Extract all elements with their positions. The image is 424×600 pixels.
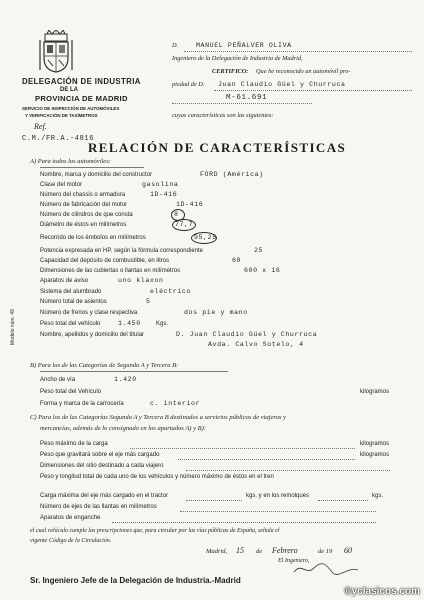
owner-line xyxy=(214,90,412,91)
site-watermark: ©yclasicos.com xyxy=(344,586,420,597)
closing-line-1: el cual vehículo cumple las prescripciones que, para circular por las vías públicas de España, señala el xyxy=(30,528,280,534)
axle-tires-line xyxy=(180,511,376,512)
d-label: D. xyxy=(172,42,179,49)
date-de-2: de 19 xyxy=(318,548,333,555)
field-label-tires: Dimensiones de las cubiertas o llantas en milímetros xyxy=(40,268,181,274)
field-value-constructor: FORD (América) xyxy=(200,171,264,178)
field-label-axle-tires: Número de ejes de las llantas en milímetros xyxy=(40,504,157,510)
field-label-bodywork: Forma y marca de la carrocería xyxy=(40,401,124,407)
field-label-trailer-axle-c: kgs. xyxy=(372,493,384,499)
owner-name: Juan Claudio Güel y Churruca xyxy=(218,81,346,88)
cert-line-3: Que he reconocido un automóvil pro- xyxy=(256,68,351,75)
field-value-power: 25 xyxy=(254,247,264,254)
section-b-underline xyxy=(40,371,228,372)
document-title: RELACIÓN DE CARACTERÍSTICAS xyxy=(88,140,347,155)
field-value-owner: D. Juan Claudio Güel y Churruca xyxy=(176,331,318,338)
max-load-line xyxy=(130,448,355,449)
field-label-bore: Diámetro de éstos en milímetros xyxy=(40,222,127,228)
field-label-vehicle-weight: Peso total del Vehículo xyxy=(40,389,102,395)
section-c-heading-2: mercancías, además de lo consignado en los apartados A) y B): xyxy=(40,425,206,432)
org-line-3: PROVINCIA DE MADRID xyxy=(35,94,128,103)
field-label-stroke: Recorrido de los émbolos en milímetros xyxy=(40,235,146,241)
field-label-engine-number: Número de fabricación del motor xyxy=(40,202,128,208)
field-value-seats: 5 xyxy=(146,298,151,305)
field-value-weight: 1.450 xyxy=(118,320,141,327)
date-month: Febrero xyxy=(272,546,298,555)
field-label-track-width: Ancho de vía xyxy=(40,377,76,383)
plate-line xyxy=(172,103,312,104)
coupling-line xyxy=(112,522,376,523)
cert-line-2: Ingeniero de la Delegación de Industria de Madrid, xyxy=(172,55,303,62)
field-value-stroke: 95,25 xyxy=(194,234,217,241)
field-label-weight: Peso total del vehículo xyxy=(40,321,101,327)
signature-mark xyxy=(292,560,362,578)
field-label-train-length: Peso y longitud total de cada uno de los vehículos y número máximo de éstos en el tren xyxy=(40,474,274,480)
field-label-horn: Aparatos de aviso xyxy=(40,278,89,284)
section-c-heading-1: C) Para los de las Categorías Segunda A y Tercera B destinados a servicios públicos de viajeros y xyxy=(30,414,286,421)
addressee: Sr. Ingeniero Jefe de la Delegación de Industria.-Madrid xyxy=(30,576,241,585)
field-label-cylinders: Número de cilindros de que consta xyxy=(40,212,133,218)
cert-line-6: cuyas características son las siguientes: xyxy=(172,112,274,119)
field-label-trailer-axle-b: kgs. y en los remolques xyxy=(246,493,310,499)
field-label-owner: Nombre, apellidos y domicilio del titular xyxy=(40,332,145,338)
passenger-space-line xyxy=(186,470,390,471)
section-b-heading: B) Para los de las Categorías de Segunda A y Tercera B: xyxy=(30,362,179,369)
certifico-label: CERTIFICO: xyxy=(212,68,249,75)
trailer-axle-line-b xyxy=(318,500,368,501)
ref-code: C.M./FR.A.-4816 xyxy=(22,135,95,143)
field-unit-vehicle-weight: kilogramos xyxy=(360,389,390,395)
field-label-chassis: Número del chassis o armadura xyxy=(40,192,126,198)
closing-line-2: vigente Código de la Circulación. xyxy=(30,538,112,544)
field-label-engine-class: Clase del motor xyxy=(40,182,83,188)
coat-of-arms-emblem xyxy=(36,30,76,74)
field-label-max-load: Peso máximo de la carga xyxy=(40,441,108,447)
field-label-lighting: Sistema del alumbrado xyxy=(40,289,102,295)
org-line-5: Y VERIFICACIÓN DE TAXÍMETROS xyxy=(25,113,98,118)
field-label-power: Potencia expresada en HP. según la fórmula correspondiente xyxy=(40,248,203,254)
field-label-coupling: Aparatos de enganche xyxy=(40,515,101,521)
field-value-bore: 77,7 xyxy=(175,221,194,228)
field-label-brakes: Número de frenos y clase respectiva xyxy=(40,310,138,316)
plate-number: M-61.691 xyxy=(226,94,268,102)
field-value-lighting: eléctrico xyxy=(150,288,192,295)
field-value-tires: 600 x 16 xyxy=(244,267,281,274)
field-value-fuel-tank: 60 xyxy=(232,257,242,264)
section-a-heading: A) Para todos los automóviles: xyxy=(30,158,111,165)
engineer-name: MANUEL PEÑALVER OLIVA xyxy=(196,42,292,49)
axle-weight-line xyxy=(178,459,355,460)
date-year: 60 xyxy=(344,546,352,555)
field-value-horn: uno klaxon xyxy=(118,277,164,284)
field-label-constructor: Nombre, marca y domicilio del constructor xyxy=(40,172,153,178)
date-day: 15 xyxy=(236,546,244,555)
cert-line-4: piedad de D. xyxy=(172,81,205,88)
field-value-cylinders: 8 xyxy=(174,211,179,218)
field-unit-axle-weight: kilogramos xyxy=(360,452,390,458)
ref-label: Ref. xyxy=(34,122,47,131)
org-line-1: DELEGACIÓN DE INDUSTRIA xyxy=(22,77,141,86)
field-value-track-width: 1.420 xyxy=(114,376,137,383)
field-label-trailer-axle-a: Carga máxima del eje más cargado en el tractor xyxy=(40,493,169,499)
field-label-seats: Número total de asientos xyxy=(40,299,107,305)
date-place: Madrid, xyxy=(206,548,228,555)
section-a-underline xyxy=(40,167,144,168)
field-value-brakes: dos pie y mano xyxy=(184,309,248,316)
field-value-owner-address: Avda. Calvo Sotelo, 4 xyxy=(208,341,304,348)
field-unit-weight: Kgs. xyxy=(156,321,169,327)
org-line-2: DE LA xyxy=(60,87,78,93)
org-line-4: SERVICIO DE INSPECCIÓN DE AUTOMÓVILES xyxy=(22,106,120,111)
trailer-axle-line-a xyxy=(186,500,242,501)
field-label-passenger-space: Dimensiones del sitio destinado a cada viajero xyxy=(40,463,164,469)
engineer-name-line xyxy=(184,51,412,52)
field-value-engine-number: 1D-416 xyxy=(176,201,204,208)
side-model-note: Modelo núm. 49 xyxy=(10,309,16,345)
field-value-bodywork: c. interior xyxy=(150,400,201,407)
date-de-1: de xyxy=(256,548,263,555)
field-label-fuel-tank: Capacidad del depósito de combustible, en litros xyxy=(40,258,170,264)
field-label-axle-weight: Peso que gravitará sobre el eje más cargado xyxy=(40,452,160,458)
field-value-engine-class: gasolina xyxy=(142,181,179,188)
field-value-chassis: 1D-416 xyxy=(150,191,178,198)
signer-label: El Ingeniero, xyxy=(278,558,310,564)
field-unit-max-load: kilogramos xyxy=(360,441,390,447)
